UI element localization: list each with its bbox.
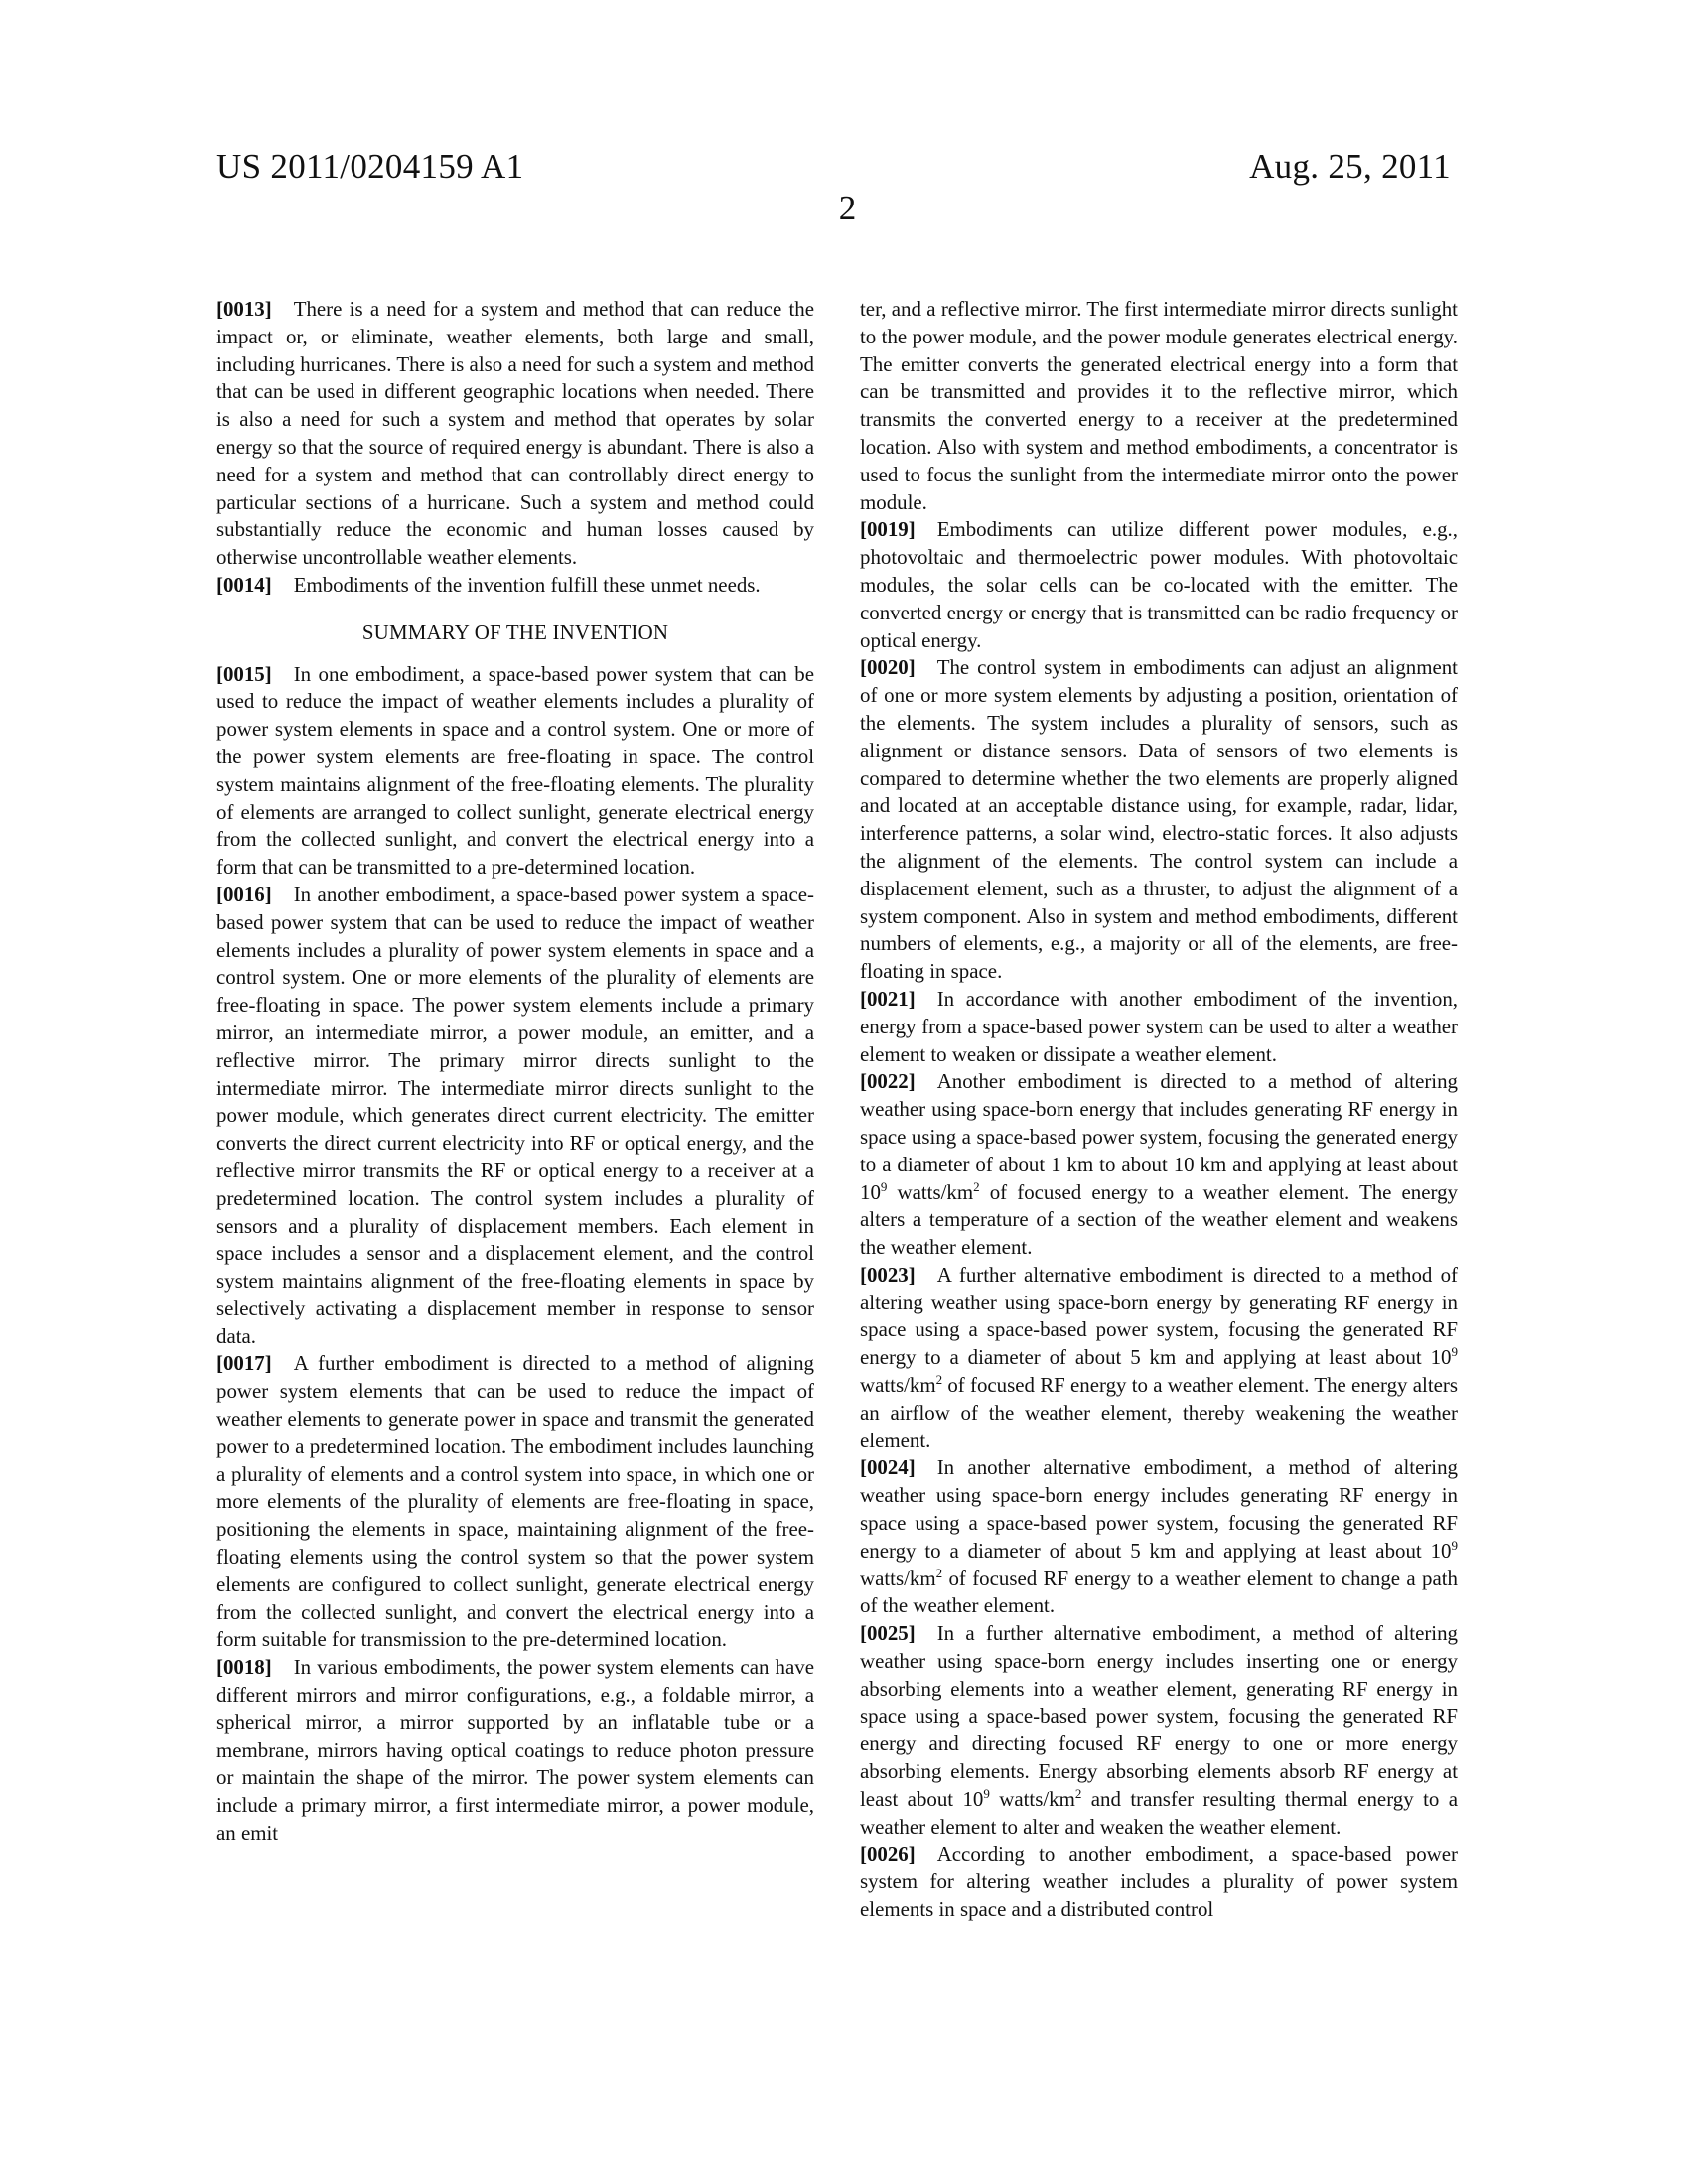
right-column	[860, 296, 1458, 1924]
paragraph-0017	[216, 1350, 814, 1654]
paragraph-text: In a further alternative embodiment, a method of altering weather using space-born energy includes inserting one or energy absorbing elements into a weather element, generating RF energy in space using a space-based power system, focusing the generated RF energy and directing focused RF energy to one or more energy absorbing elements. Energy absorbing elements absorb RF energy at least about 10	[860, 1621, 1458, 1812]
paragraph-number: [0015]	[216, 661, 272, 686]
unit-text: watts/km	[887, 1179, 974, 1204]
paragraph-text: Embodiments of the invention fulfill these unmet needs.	[293, 572, 761, 597]
unit-text: watts/km	[860, 1373, 936, 1398]
exponent: 9	[1451, 1344, 1458, 1360]
paragraph-text: of focused RF energy to a weather element to change a path of the weather element.	[860, 1566, 1458, 1618]
paragraph-text: The control system in embodiments can adjust an alignment of one or more system elements by adjusting a position, orientation of the elements. The system includes a plurality of sensors, such as alignment or distance sensors. Data of sensors of two elements is compared to determine whether the two elements are properly aligned and located at an acceptable distance using, for example, radar, lidar, interference patterns, a solar wind, electro-static forces. It also adjusts the alignment of the elements. The control system can include a displacement element, such as a thruster, to adjust the alignment of a system component. Also in system and method embodiments, different numbers of elements, e.g., a majority or all of the elements, are free-floating in space.	[860, 655, 1458, 984]
paragraph-0015	[216, 661, 814, 882]
exponent: 2	[935, 1565, 943, 1580]
paragraph-text: According to another embodiment, a space-based power system for altering weather includes a plurality of power system elements in space and a distributed control	[860, 1842, 1458, 1922]
paragraph-text: A further embodiment is directed to a method of aligning power system elements that can be used to reduce the impact of weather elements to generate power in space and transmit the generated power to a predetermined location. The embodiment includes launching a plurality of elements and a control system into space, in which one or more elements of the plurality of elements are free-floating in space, positioning the elements in space, maintaining alignment of the free-floating elements using the control system so that the power system elements are configured to collect sunlight, generate electrical energy from the collected sunlight, and convert the electrical energy into a form suitable for transmission to the pre-determined location.	[216, 1351, 814, 1652]
paragraph-0022	[860, 1068, 1458, 1262]
exponent: 2	[935, 1372, 943, 1388]
paragraph-text: Another embodiment is directed to a method of altering weather using space-born energy that includes generating RF energy in space using a space-based power system, focusing the generated energy to a diameter of about 1 km to about 10 km and applying at least about 10	[860, 1069, 1458, 1204]
paragraph-text: There is a need for a system and method that can reduce the impact or, or eliminate, weather elements, both large and small, including hurricanes. There is also a need for such a system and method that can be used in different geographic locations when needed. There is also a need for such a system and method that operates by solar energy so that the source of required energy is abundant. There is also a need for a system and method that can controllably direct energy to particular sections of a hurricane. Such a system and method could substantially reduce the economic and human losses caused by otherwise uncontrollable weather elements.	[216, 297, 814, 570]
paragraph-number: [0016]	[216, 882, 272, 906]
exponent: 9	[1451, 1537, 1458, 1553]
paragraph-0026	[860, 1842, 1458, 1924]
paragraph-number: [0023]	[860, 1262, 916, 1287]
paragraph-text: In another alternative embodiment, a method of altering weather using space-born energy includes generating RF energy in space using a space-based power system, focusing the generated RF energy to a diameter of about 5 km and applying at least about 10	[860, 1455, 1458, 1563]
paragraph-number: [0017]	[216, 1351, 272, 1376]
paragraph-number: [0022]	[860, 1069, 916, 1094]
paragraph-text: and transfer resulting thermal energy to a weather element to alter and weaken the weather element.	[860, 1787, 1458, 1839]
paragraph-text: of focused RF energy to a weather element. The energy alters an airflow of the weather element, thereby weakening the weather element.	[860, 1373, 1458, 1452]
paragraph-text: In another embodiment, a space-based power system a space-based power system that can be used to reduce the impact of weather elements includes a plurality of power system elements in space and a control system. One or more elements of the plurality of elements are free-floating in space. The power system elements include a primary mirror, an intermediate mirror, a power module, an emitter, and a reflective mirror. The primary mirror directs sunlight to the intermediate mirror. The intermediate mirror directs sunlight to the power module, which generates direct current electricity. The emitter converts the direct current electricity into RF or optical energy, and the reflective mirror transmits the RF or optical energy to a receiver at a predetermined location. The control system includes a plurality of sensors and a plurality of displacement members. Each element in space includes a sensor and a displacement element, and the control system maintains alignment of the free-floating elements in space by selectively activating a displacement member in response to sensor data.	[216, 882, 814, 1348]
page-number: 2	[838, 189, 857, 227]
paragraph-0018-continued: ter, and a reflective mirror. The first intermediate mirror directs sunlight to the power module, and the power module generates electrical energy. The emitter converts the generated electrical energy into a form that can be transmitted and provides it to the reflective mirror, which transmits the converted energy to a receiver at the predetermined location. Also with system and method embodiments, a concentrator is used to focus the sunlight from the intermediate mirror onto the power module.	[860, 297, 1458, 514]
paragraph-0023	[860, 1262, 1458, 1455]
publication-date: Aug. 25, 2011	[1249, 147, 1451, 186]
paragraph-0024	[860, 1454, 1458, 1620]
paragraph-number: [0025]	[860, 1621, 916, 1646]
paragraph-number: [0021]	[860, 986, 916, 1011]
unit-text: watts/km	[989, 1787, 1075, 1812]
paragraph-number: [0026]	[860, 1842, 916, 1866]
paragraph-number: [0020]	[860, 655, 916, 680]
summary-heading: SUMMARY OF THE INVENTION	[361, 619, 669, 644]
paragraph-text: A further alternative embodiment is directed to a method of altering weather using space-born energy by generating RF energy in space using a space-based power system, focusing the generated RF energy to a diameter of about 5 km and applying at least about 10	[860, 1262, 1458, 1370]
paragraph-number: [0019]	[860, 517, 916, 542]
paragraph-number: [0013]	[216, 297, 272, 321]
paragraph-text: In accordance with another embodiment of the invention, energy from a space-based power system can be used to alter a weather element to weaken or dissipate a weather element.	[860, 986, 1458, 1066]
exponent: 9	[880, 1178, 888, 1194]
exponent: 9	[983, 1786, 990, 1802]
paragraph-0021	[860, 986, 1458, 1068]
exponent: 2	[973, 1178, 980, 1194]
paragraph-text: In one embodiment, a space-based power system that can be used to reduce the impact of weather elements includes a plurality of power system elements in space and a control system. One or more of the power system elements are free-floating in space. The control system maintains alignment of the free-floating elements. The plurality of elements are arranged to collect sunlight, generate electrical energy from the collected sunlight, and convert the electrical energy into a form that can be transmitted to a pre-determined location.	[216, 661, 814, 880]
paragraph-text: of focused energy to a weather element. The energy alters a temperature of a section of the weather element and weakens the weather element.	[860, 1179, 1458, 1260]
paragraph-text: Embodiments can utilize different power modules, e.g., photovoltaic and thermoelectric power modules. With photovoltaic modules, the solar cells can be co-located with the emitter. The converted energy or energy that is transmitted can be radio frequency or optical energy.	[860, 517, 1458, 652]
paragraph-0019	[860, 516, 1458, 654]
left-column	[216, 296, 814, 1847]
paragraph-0018	[216, 1654, 814, 1847]
publication-number: US 2011/0204159 A1	[216, 147, 524, 186]
paragraph-0016	[216, 882, 814, 1351]
paragraph-number: [0014]	[216, 572, 272, 597]
paragraph-number: [0018]	[216, 1655, 272, 1680]
paragraph-0020	[860, 654, 1458, 986]
paragraph-0013	[216, 296, 814, 572]
paragraph-text: In various embodiments, the power system elements can have different mirrors and mirror configurations, e.g., a foldable mirror, a spherical mirror, a mirror supported by an inflatable tube or a membrane, mirrors having optical coatings to reduce photon pressure or maintain the shape of the mirror. The power system elements can include a primary mirror, a first intermediate mirror, a power module, an emit	[216, 1655, 814, 1845]
exponent: 2	[1074, 1786, 1082, 1802]
paragraph-0014	[216, 572, 814, 600]
paragraph-0025	[860, 1620, 1458, 1841]
unit-text: watts/km	[860, 1566, 936, 1590]
paragraph-number: [0024]	[860, 1455, 916, 1480]
